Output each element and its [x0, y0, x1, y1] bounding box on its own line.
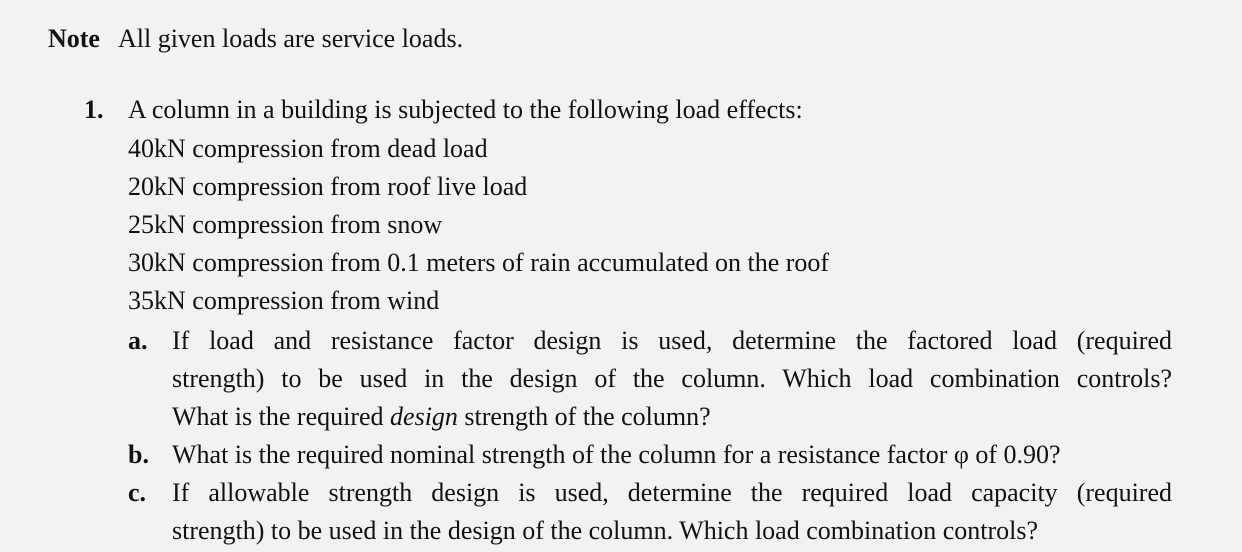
load-item: 30kN compression from 0.1 meters of rain accumulated on the roof [128, 248, 830, 277]
note-text: All given loads are service loads. [117, 24, 464, 53]
design-emphasis: design [390, 402, 458, 431]
part-c-text [172, 474, 1172, 550]
question-stem: A column in a building is subjected to the following load effects: [128, 95, 803, 124]
part-a-letter: a. [128, 326, 148, 355]
part-c [128, 474, 1172, 550]
part-a-line-3 [172, 398, 1172, 436]
part-c-letter: c. [128, 478, 147, 507]
load-item: 35kN compression from wind [128, 286, 440, 315]
load-item: 25kN compression from snow [128, 210, 443, 239]
load-item: 20kN compression from roof live load [128, 172, 528, 201]
note [48, 24, 463, 54]
part-c-line-2: strength) to be used in the design of the column. Which load combination controls? [172, 516, 1038, 545]
part-c-line-1: If allowable strength design is used, determine the required load capacity (required [172, 478, 1172, 507]
part-a [128, 322, 1172, 436]
question-number: 1. [84, 95, 104, 124]
part-b-letter: b. [128, 440, 149, 469]
part-a-line-2: strength) to be used in the design of the column. Which load combination controls? [172, 364, 1172, 393]
part-a-line-1: If load and resistance factor design is used, determine the factored load (required [172, 326, 1172, 355]
part-a-line-3-end: strength of the column? [457, 402, 711, 431]
part-b-line-1: What is the required nominal strength of the column for a resistance factor φ of 0.90? [172, 440, 1061, 469]
load-effects-list [128, 134, 829, 324]
part-a-text [172, 322, 1172, 436]
part-b [128, 436, 1172, 474]
load-item: 40kN compression from dead load [128, 134, 488, 163]
note-label: Note [48, 24, 100, 53]
part-b-text [172, 436, 1172, 474]
part-a-line-3-start: What is the required [172, 402, 391, 431]
